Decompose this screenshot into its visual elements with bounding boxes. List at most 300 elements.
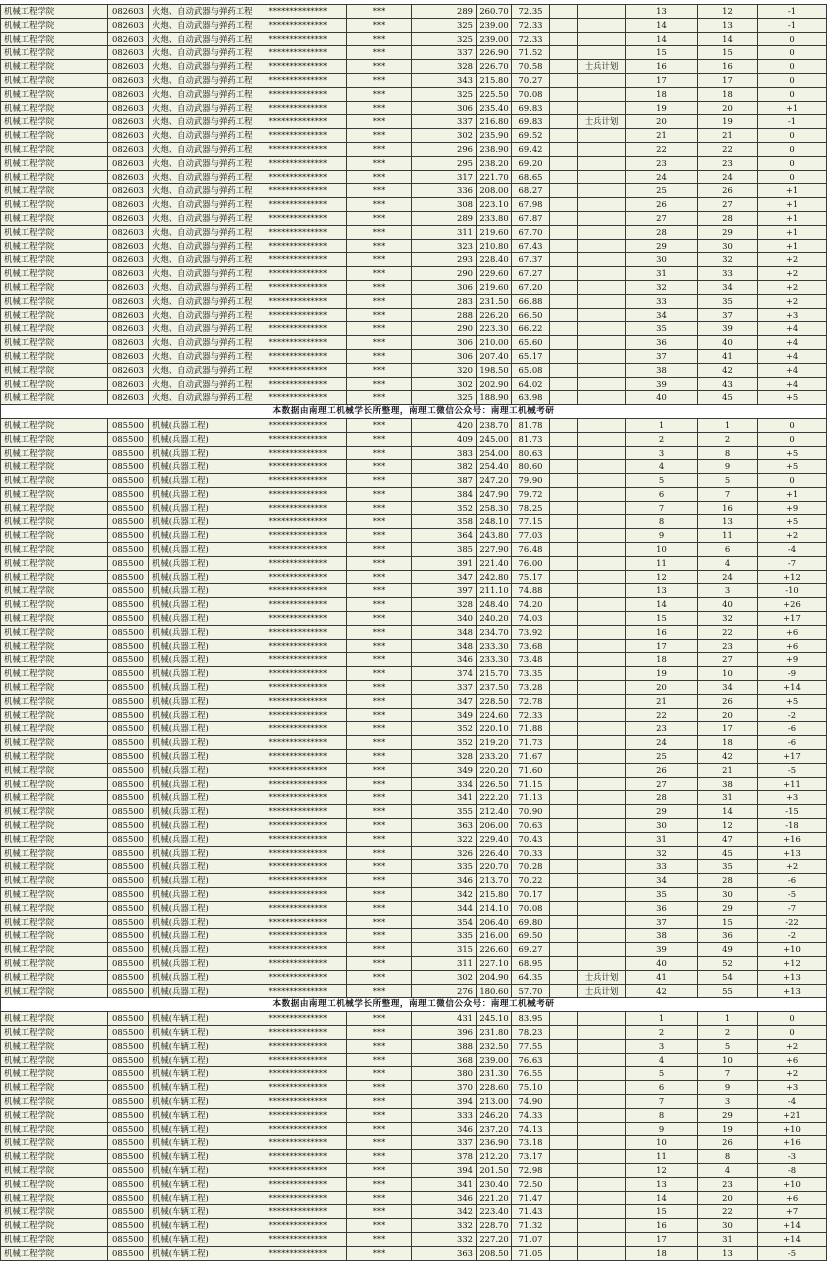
initial-score-cell: 358 (412, 515, 477, 529)
major-name-cell: 机械(兵器工程) (149, 819, 267, 833)
table-row (1, 474, 827, 488)
retest-score-cell: 223.30 (477, 322, 512, 336)
major-code-cell: 085500 (108, 846, 149, 860)
table-row (1, 750, 827, 764)
spacer-cell (550, 1012, 578, 1026)
candidate-id-cell: ************** (267, 267, 347, 281)
college-cell: 机械工程学院 (1, 115, 108, 129)
college-cell: 机械工程学院 (1, 87, 108, 101)
table-row (1, 391, 827, 405)
total-score-cell: 70.90 (512, 805, 550, 819)
initial-score-cell: 397 (412, 584, 477, 598)
plan-note-cell (578, 1122, 626, 1136)
initial-score-cell: 322 (412, 832, 477, 846)
major-name-cell: 机械(兵器工程) (149, 791, 267, 805)
final-rank-cell: 10 (626, 543, 698, 557)
candidate-name-cell: *** (347, 832, 412, 846)
rank-change-cell: +2 (758, 253, 827, 267)
spacer-cell (550, 308, 578, 322)
candidate-id-cell: ************** (267, 1232, 347, 1246)
major-name-cell: 火炮、自动武器与弹药工程 (149, 142, 267, 156)
candidate-name-cell: *** (347, 708, 412, 722)
spacer-cell (550, 570, 578, 584)
rank-change-cell: -7 (758, 901, 827, 915)
total-score-cell: 75.17 (512, 570, 550, 584)
candidate-name-cell: *** (347, 860, 412, 874)
initial-rank-cell: 40 (698, 336, 758, 350)
initial-rank-cell: 30 (698, 888, 758, 902)
initial-score-cell: 347 (412, 694, 477, 708)
plan-note-cell (578, 239, 626, 253)
college-cell: 机械工程学院 (1, 846, 108, 860)
rank-change-cell: +10 (758, 1177, 827, 1191)
candidate-name-cell: *** (347, 888, 412, 902)
initial-score-cell: 344 (412, 901, 477, 915)
plan-note-cell (578, 874, 626, 888)
spacer-cell (550, 763, 578, 777)
major-name-cell: 火炮、自动武器与弹药工程 (149, 267, 267, 281)
college-cell: 机械工程学院 (1, 156, 108, 170)
college-cell: 机械工程学院 (1, 308, 108, 322)
plan-note-cell: 士兵计划 (578, 60, 626, 74)
total-score-cell: 74.90 (512, 1094, 550, 1108)
plan-note-cell (578, 391, 626, 405)
spacer-cell (550, 1025, 578, 1039)
rank-change-cell: +12 (758, 570, 827, 584)
major-name-cell: 机械(兵器工程) (149, 681, 267, 695)
initial-rank-cell: 8 (698, 1150, 758, 1164)
college-cell: 机械工程学院 (1, 1025, 108, 1039)
table-row (1, 1053, 827, 1067)
table-row (1, 322, 827, 336)
candidate-name-cell: *** (347, 1108, 412, 1122)
candidate-name-cell: *** (347, 722, 412, 736)
rank-change-cell: +5 (758, 515, 827, 529)
candidate-id-cell: ************** (267, 418, 347, 432)
spacer-cell (550, 874, 578, 888)
candidate-id-cell: ************** (267, 777, 347, 791)
candidate-id-cell: ************** (267, 694, 347, 708)
final-rank-cell: 19 (626, 667, 698, 681)
candidate-name-cell: *** (347, 819, 412, 833)
candidate-id-cell: ************** (267, 73, 347, 87)
spacer-cell (550, 612, 578, 626)
initial-score-cell: 354 (412, 915, 477, 929)
plan-note-cell (578, 474, 626, 488)
major-name-cell: 机械(兵器工程) (149, 598, 267, 612)
retest-score-cell: 231.30 (477, 1067, 512, 1081)
candidate-id-cell: ************** (267, 349, 347, 363)
candidate-id-cell: ************** (267, 791, 347, 805)
candidate-name-cell: *** (347, 1025, 412, 1039)
initial-rank-cell: 29 (698, 1108, 758, 1122)
retest-score-cell: 233.30 (477, 653, 512, 667)
major-code-cell: 085500 (108, 681, 149, 695)
candidate-name-cell: *** (347, 267, 412, 281)
total-score-cell: 78.23 (512, 1025, 550, 1039)
candidate-id-cell: ************** (267, 888, 347, 902)
initial-score-cell: 333 (412, 1108, 477, 1122)
major-code-cell: 085500 (108, 888, 149, 902)
final-rank-cell: 28 (626, 225, 698, 239)
spacer-cell (550, 722, 578, 736)
college-cell: 机械工程学院 (1, 474, 108, 488)
total-score-cell: 72.98 (512, 1163, 550, 1177)
retest-score-cell: 214.10 (477, 901, 512, 915)
rank-change-cell: +2 (758, 860, 827, 874)
final-rank-cell: 15 (626, 1205, 698, 1219)
initial-rank-cell: 34 (698, 681, 758, 695)
initial-score-cell: 328 (412, 750, 477, 764)
initial-score-cell: 348 (412, 625, 477, 639)
retest-score-cell: 212.40 (477, 805, 512, 819)
plan-note-cell (578, 156, 626, 170)
spacer-cell (550, 791, 578, 805)
initial-score-cell: 295 (412, 156, 477, 170)
final-rank-cell: 42 (626, 984, 698, 998)
initial-score-cell: 337 (412, 681, 477, 695)
candidate-name-cell: *** (347, 763, 412, 777)
table-row (1, 667, 827, 681)
candidate-name-cell: *** (347, 101, 412, 115)
college-cell: 机械工程学院 (1, 60, 108, 74)
final-rank-cell: 3 (626, 1039, 698, 1053)
candidate-id-cell: ************** (267, 750, 347, 764)
total-score-cell: 71.32 (512, 1219, 550, 1233)
candidate-name-cell: *** (347, 1067, 412, 1081)
rank-change-cell: -18 (758, 819, 827, 833)
total-score-cell: 64.02 (512, 377, 550, 391)
final-rank-cell: 8 (626, 1108, 698, 1122)
candidate-name-cell: *** (347, 943, 412, 957)
table-row (1, 156, 827, 170)
candidate-id-cell: ************** (267, 142, 347, 156)
initial-score-cell: 355 (412, 805, 477, 819)
rank-change-cell: +7 (758, 1205, 827, 1219)
spacer-cell (550, 294, 578, 308)
college-cell: 机械工程学院 (1, 349, 108, 363)
college-cell: 机械工程学院 (1, 612, 108, 626)
spacer-cell (550, 170, 578, 184)
major-name-cell: 火炮、自动武器与弹药工程 (149, 294, 267, 308)
initial-rank-cell: 27 (698, 653, 758, 667)
total-score-cell: 65.60 (512, 336, 550, 350)
retest-score-cell: 220.10 (477, 722, 512, 736)
candidate-id-cell: ************** (267, 60, 347, 74)
final-rank-cell: 23 (626, 156, 698, 170)
major-code-cell: 085500 (108, 556, 149, 570)
final-rank-cell: 27 (626, 211, 698, 225)
candidate-name-cell: *** (347, 1081, 412, 1095)
initial-score-cell: 341 (412, 791, 477, 805)
rank-change-cell: 0 (758, 418, 827, 432)
major-name-cell: 机械(车辆工程) (149, 1205, 267, 1219)
plan-note-cell (578, 708, 626, 722)
major-name-cell: 机械(兵器工程) (149, 956, 267, 970)
table-row (1, 1163, 827, 1177)
final-rank-cell: 20 (626, 681, 698, 695)
college-cell: 机械工程学院 (1, 1122, 108, 1136)
initial-rank-cell: 1 (698, 1012, 758, 1026)
major-code-cell: 085500 (108, 1081, 149, 1095)
candidate-id-cell: ************** (267, 832, 347, 846)
total-score-cell: 71.88 (512, 722, 550, 736)
major-code-cell: 085500 (108, 1246, 149, 1260)
plan-note-cell (578, 418, 626, 432)
total-score-cell: 76.00 (512, 556, 550, 570)
rank-change-cell: -5 (758, 888, 827, 902)
major-code-cell: 085500 (108, 860, 149, 874)
rank-change-cell: 0 (758, 156, 827, 170)
initial-rank-cell: 7 (698, 1067, 758, 1081)
spacer-cell (550, 556, 578, 570)
spacer-cell (550, 681, 578, 695)
spacer-cell (550, 1219, 578, 1233)
candidate-id-cell: ************** (267, 653, 347, 667)
retest-score-cell: 213.00 (477, 1094, 512, 1108)
table-row (1, 349, 827, 363)
total-score-cell: 71.67 (512, 750, 550, 764)
spacer-cell (550, 432, 578, 446)
initial-score-cell: 396 (412, 1025, 477, 1039)
final-rank-cell: 39 (626, 943, 698, 957)
plan-note-cell (578, 667, 626, 681)
table-row (1, 984, 827, 998)
retest-score-cell: 211.10 (477, 584, 512, 598)
initial-score-cell: 420 (412, 418, 477, 432)
final-rank-cell: 30 (626, 253, 698, 267)
initial-score-cell: 394 (412, 1163, 477, 1177)
major-code-cell: 082603 (108, 46, 149, 60)
plan-note-cell (578, 943, 626, 957)
rank-change-cell: +6 (758, 1053, 827, 1067)
final-rank-cell: 1 (626, 1012, 698, 1026)
candidate-id-cell: ************** (267, 874, 347, 888)
table-row (1, 736, 827, 750)
college-cell: 机械工程学院 (1, 805, 108, 819)
college-cell: 机械工程学院 (1, 639, 108, 653)
table-row (1, 184, 827, 198)
rank-change-cell: +1 (758, 198, 827, 212)
final-rank-cell: 27 (626, 777, 698, 791)
spacer-cell (550, 901, 578, 915)
plan-note-cell (578, 294, 626, 308)
initial-rank-cell: 31 (698, 791, 758, 805)
major-name-cell: 火炮、自动武器与弹药工程 (149, 87, 267, 101)
initial-score-cell: 340 (412, 612, 477, 626)
major-name-cell: 火炮、自动武器与弹药工程 (149, 211, 267, 225)
candidate-name-cell: *** (347, 253, 412, 267)
table-row (1, 418, 827, 432)
final-rank-cell: 19 (626, 101, 698, 115)
total-score-cell: 70.63 (512, 819, 550, 833)
major-code-cell: 085500 (108, 487, 149, 501)
retest-score-cell: 231.50 (477, 294, 512, 308)
final-rank-cell: 23 (626, 722, 698, 736)
major-name-cell: 机械(兵器工程) (149, 625, 267, 639)
major-code-cell: 085500 (108, 874, 149, 888)
initial-rank-cell: 42 (698, 750, 758, 764)
rank-change-cell: +3 (758, 308, 827, 322)
table-row (1, 943, 827, 957)
candidate-id-cell: ************** (267, 639, 347, 653)
major-name-cell: 机械(车辆工程) (149, 1232, 267, 1246)
table-row (1, 639, 827, 653)
rank-change-cell: +6 (758, 1191, 827, 1205)
retest-score-cell: 180.60 (477, 984, 512, 998)
retest-score-cell: 233.30 (477, 639, 512, 653)
candidate-name-cell: *** (347, 612, 412, 626)
rank-change-cell: -2 (758, 708, 827, 722)
major-name-cell: 机械(兵器工程) (149, 418, 267, 432)
candidate-name-cell: *** (347, 363, 412, 377)
table-row (1, 1136, 827, 1150)
initial-score-cell: 317 (412, 170, 477, 184)
table-row (1, 142, 827, 156)
spacer-cell (550, 239, 578, 253)
final-rank-cell: 21 (626, 129, 698, 143)
final-rank-cell: 36 (626, 336, 698, 350)
major-code-cell: 085500 (108, 1108, 149, 1122)
rank-change-cell: +17 (758, 750, 827, 764)
major-code-cell: 085500 (108, 1191, 149, 1205)
table-row (1, 515, 827, 529)
candidate-name-cell: *** (347, 956, 412, 970)
candidate-name-cell: *** (347, 874, 412, 888)
initial-score-cell: 308 (412, 198, 477, 212)
candidate-id-cell: ************** (267, 570, 347, 584)
table-row (1, 929, 827, 943)
retest-score-cell: 221.40 (477, 556, 512, 570)
initial-rank-cell: 42 (698, 363, 758, 377)
initial-rank-cell: 18 (698, 736, 758, 750)
final-rank-cell: 40 (626, 956, 698, 970)
rank-change-cell: +2 (758, 529, 827, 543)
major-code-cell: 085500 (108, 1094, 149, 1108)
total-score-cell: 68.27 (512, 184, 550, 198)
initial-score-cell: 342 (412, 888, 477, 902)
plan-note-cell (578, 888, 626, 902)
candidate-name-cell: *** (347, 694, 412, 708)
major-code-cell: 082603 (108, 5, 149, 19)
initial-score-cell: 290 (412, 322, 477, 336)
retest-score-cell: 239.00 (477, 1053, 512, 1067)
candidate-id-cell: ************** (267, 929, 347, 943)
total-score-cell: 74.88 (512, 584, 550, 598)
initial-rank-cell: 40 (698, 598, 758, 612)
total-score-cell: 76.55 (512, 1067, 550, 1081)
table-row (1, 46, 827, 60)
spacer-cell (550, 970, 578, 984)
major-code-cell: 085500 (108, 722, 149, 736)
retest-score-cell: 226.70 (477, 60, 512, 74)
candidate-id-cell: ************** (267, 129, 347, 143)
major-name-cell: 机械(兵器工程) (149, 570, 267, 584)
spacer-cell (550, 1150, 578, 1164)
college-cell: 机械工程学院 (1, 1191, 108, 1205)
initial-score-cell: 370 (412, 1081, 477, 1095)
plan-note-cell (578, 460, 626, 474)
major-name-cell: 机械(兵器工程) (149, 543, 267, 557)
major-code-cell: 085500 (108, 763, 149, 777)
retest-score-cell: 258.30 (477, 501, 512, 515)
table-row (1, 253, 827, 267)
college-cell: 机械工程学院 (1, 736, 108, 750)
major-name-cell: 火炮、自动武器与弹药工程 (149, 156, 267, 170)
major-name-cell: 机械(车辆工程) (149, 1094, 267, 1108)
college-cell: 机械工程学院 (1, 832, 108, 846)
total-score-cell: 63.98 (512, 391, 550, 405)
final-rank-cell: 20 (626, 115, 698, 129)
major-name-cell: 火炮、自动武器与弹药工程 (149, 32, 267, 46)
table-row (1, 791, 827, 805)
retest-score-cell: 226.20 (477, 308, 512, 322)
final-rank-cell: 16 (626, 625, 698, 639)
college-cell: 机械工程学院 (1, 211, 108, 225)
spacer-cell (550, 129, 578, 143)
candidate-id-cell: ************** (267, 363, 347, 377)
rank-change-cell: +1 (758, 101, 827, 115)
initial-score-cell: 380 (412, 1067, 477, 1081)
college-cell: 机械工程学院 (1, 708, 108, 722)
table-row (1, 846, 827, 860)
table-row (1, 625, 827, 639)
candidate-id-cell: ************** (267, 308, 347, 322)
plan-note-cell (578, 598, 626, 612)
initial-score-cell: 385 (412, 543, 477, 557)
initial-score-cell: 320 (412, 363, 477, 377)
retest-score-cell: 225.50 (477, 87, 512, 101)
college-cell: 机械工程学院 (1, 1163, 108, 1177)
table-body (1, 5, 827, 1261)
major-code-cell: 085500 (108, 529, 149, 543)
plan-note-cell: 士兵计划 (578, 115, 626, 129)
initial-rank-cell: 5 (698, 1039, 758, 1053)
college-cell: 机械工程学院 (1, 763, 108, 777)
candidate-name-cell: *** (347, 142, 412, 156)
major-name-cell: 机械(兵器工程) (149, 805, 267, 819)
candidate-id-cell: ************** (267, 253, 347, 267)
final-rank-cell: 38 (626, 929, 698, 943)
plan-note-cell (578, 860, 626, 874)
major-code-cell: 082603 (108, 377, 149, 391)
major-name-cell: 机械(兵器工程) (149, 736, 267, 750)
candidate-name-cell: *** (347, 1205, 412, 1219)
plan-note-cell (578, 915, 626, 929)
total-score-cell: 68.95 (512, 956, 550, 970)
plan-note-cell (578, 639, 626, 653)
total-score-cell: 68.65 (512, 170, 550, 184)
table-row (1, 32, 827, 46)
initial-score-cell: 394 (412, 1094, 477, 1108)
initial-score-cell: 387 (412, 474, 477, 488)
candidate-name-cell: *** (347, 805, 412, 819)
retest-score-cell: 238.90 (477, 142, 512, 156)
total-score-cell: 73.48 (512, 653, 550, 667)
spacer-cell (550, 1081, 578, 1095)
rank-change-cell: 0 (758, 432, 827, 446)
final-rank-cell: 5 (626, 1067, 698, 1081)
candidate-id-cell: ************** (267, 1177, 347, 1191)
college-cell: 机械工程学院 (1, 1219, 108, 1233)
rank-change-cell: +2 (758, 1067, 827, 1081)
total-score-cell: 78.25 (512, 501, 550, 515)
final-rank-cell: 7 (626, 1094, 698, 1108)
major-name-cell: 机械(兵器工程) (149, 639, 267, 653)
table-row (1, 1012, 827, 1026)
table-row (1, 708, 827, 722)
retest-score-cell: 220.20 (477, 763, 512, 777)
